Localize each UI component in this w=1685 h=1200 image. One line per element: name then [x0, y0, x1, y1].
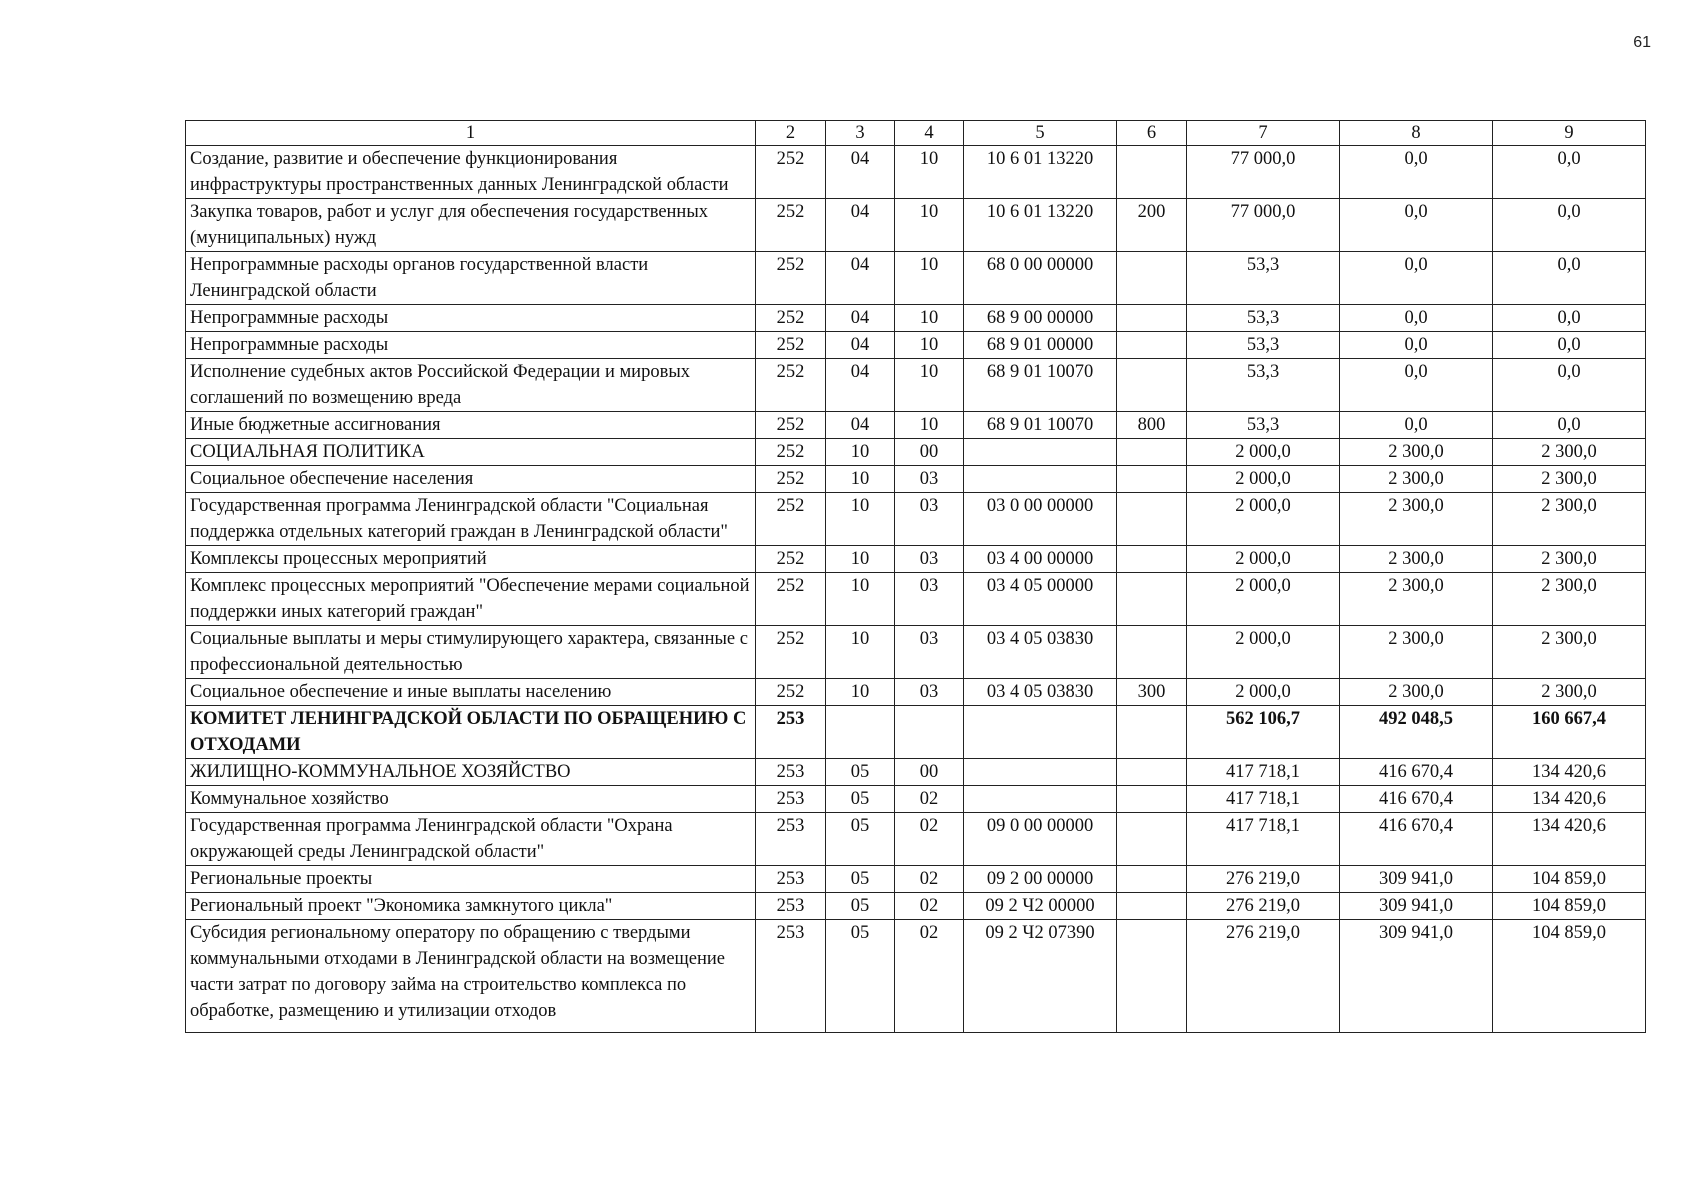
amount-year3-cell: 160 667,4 [1493, 706, 1646, 759]
amount-year1-cell: 53,3 [1187, 252, 1340, 305]
target-article-cell [964, 706, 1117, 759]
amount-year1-cell: 77 000,0 [1187, 146, 1340, 199]
amount-year2-cell: 0,0 [1340, 252, 1493, 305]
row-name-cell: Социальное обеспечение и иные выплаты населению [186, 679, 756, 706]
admin-code-cell: 252 [756, 359, 826, 412]
subsection-cell: 02 [895, 893, 964, 920]
section-cell: 04 [826, 146, 895, 199]
amount-year3-cell: 0,0 [1493, 412, 1646, 439]
admin-code-cell: 252 [756, 146, 826, 199]
section-cell: 04 [826, 412, 895, 439]
admin-code-cell: 253 [756, 786, 826, 813]
target-article-cell [964, 466, 1117, 493]
amount-year1-cell: 276 219,0 [1187, 893, 1340, 920]
expense-type-cell [1117, 546, 1187, 573]
amount-year3-cell: 104 859,0 [1493, 866, 1646, 893]
expense-type-cell [1117, 573, 1187, 626]
amount-year3-cell: 0,0 [1493, 332, 1646, 359]
expense-type-cell [1117, 813, 1187, 866]
table-row [186, 706, 1646, 759]
admin-code-cell: 252 [756, 305, 826, 332]
admin-code-cell: 252 [756, 412, 826, 439]
admin-code-cell: 252 [756, 439, 826, 466]
row-name-cell: Социальное обеспечение населения [186, 466, 756, 493]
amount-year1-cell: 417 718,1 [1187, 813, 1340, 866]
row-name-cell: ЖИЛИЩНО-КОММУНАЛЬНОЕ ХОЗЯЙСТВО [186, 759, 756, 786]
target-article-cell: 68 9 01 10070 [964, 412, 1117, 439]
section-cell: 04 [826, 252, 895, 305]
amount-year3-cell: 134 420,6 [1493, 786, 1646, 813]
table-row [186, 893, 1646, 920]
table-row [186, 332, 1646, 359]
expense-type-cell [1117, 439, 1187, 466]
section-cell: 10 [826, 573, 895, 626]
amount-year1-cell: 417 718,1 [1187, 759, 1340, 786]
target-article-cell: 09 2 00 00000 [964, 866, 1117, 893]
target-article-cell: 68 9 01 00000 [964, 332, 1117, 359]
target-article-cell [964, 759, 1117, 786]
expense-type-cell [1117, 332, 1187, 359]
expense-type-cell [1117, 759, 1187, 786]
table-row [186, 199, 1646, 252]
admin-code-cell: 253 [756, 706, 826, 759]
amount-year3-cell: 134 420,6 [1493, 759, 1646, 786]
row-name-cell: Исполнение судебных актов Российской Федерации и мировых соглашений по возмещению вреда [186, 359, 756, 412]
table-row [186, 573, 1646, 626]
section-cell [826, 706, 895, 759]
amount-year1-cell: 562 106,7 [1187, 706, 1340, 759]
table-row [186, 679, 1646, 706]
section-cell: 04 [826, 332, 895, 359]
target-article-cell: 09 2 Ч2 00000 [964, 893, 1117, 920]
amount-year2-cell: 2 300,0 [1340, 493, 1493, 546]
amount-year1-cell: 2 000,0 [1187, 466, 1340, 493]
expense-type-cell [1117, 359, 1187, 412]
column-header-3: 3 [826, 121, 895, 146]
amount-year2-cell: 0,0 [1340, 146, 1493, 199]
amount-year1-cell: 2 000,0 [1187, 439, 1340, 466]
row-name-cell: СОЦИАЛЬНАЯ ПОЛИТИКА [186, 439, 756, 466]
section-cell: 05 [826, 920, 895, 1033]
column-header-7: 7 [1187, 121, 1340, 146]
amount-year1-cell: 2 000,0 [1187, 626, 1340, 679]
section-cell: 10 [826, 466, 895, 493]
row-name-cell: КОМИТЕТ ЛЕНИНГРАДСКОЙ ОБЛАСТИ ПО ОБРАЩЕНИЮ С ОТХОДАМИ [186, 706, 756, 759]
budget-table-container [185, 120, 1635, 1033]
amount-year2-cell: 309 941,0 [1340, 893, 1493, 920]
column-header-8: 8 [1340, 121, 1493, 146]
target-article-cell [964, 786, 1117, 813]
subsection-cell: 10 [895, 305, 964, 332]
target-article-cell: 68 9 00 00000 [964, 305, 1117, 332]
target-article-cell: 68 0 00 00000 [964, 252, 1117, 305]
target-article-cell: 09 2 Ч2 07390 [964, 920, 1117, 1033]
row-name-cell: Создание, развитие и обеспечение функционирования инфраструктуры пространственных данных Ленинградской области [186, 146, 756, 199]
subsection-cell: 03 [895, 493, 964, 546]
section-cell: 10 [826, 626, 895, 679]
subsection-cell: 10 [895, 199, 964, 252]
expense-type-cell: 200 [1117, 199, 1187, 252]
subsection-cell: 02 [895, 813, 964, 866]
amount-year1-cell: 53,3 [1187, 305, 1340, 332]
expense-type-cell [1117, 866, 1187, 893]
amount-year2-cell: 0,0 [1340, 305, 1493, 332]
column-header-9: 9 [1493, 121, 1646, 146]
subsection-cell: 10 [895, 252, 964, 305]
subsection-cell: 02 [895, 920, 964, 1033]
section-cell: 10 [826, 439, 895, 466]
table-body [186, 146, 1646, 1033]
amount-year1-cell: 2 000,0 [1187, 493, 1340, 546]
table-row [186, 305, 1646, 332]
admin-code-cell: 252 [756, 332, 826, 359]
expense-type-cell [1117, 252, 1187, 305]
amount-year1-cell: 53,3 [1187, 332, 1340, 359]
amount-year2-cell: 2 300,0 [1340, 439, 1493, 466]
column-header-1: 1 [186, 121, 756, 146]
table-row [186, 252, 1646, 305]
target-article-cell: 03 4 05 00000 [964, 573, 1117, 626]
table-row [186, 866, 1646, 893]
amount-year3-cell: 0,0 [1493, 305, 1646, 332]
row-name-cell: Региональный проект "Экономика замкнутого цикла" [186, 893, 756, 920]
target-article-cell: 10 6 01 13220 [964, 199, 1117, 252]
amount-year3-cell: 2 300,0 [1493, 466, 1646, 493]
section-cell: 10 [826, 546, 895, 573]
amount-year1-cell: 53,3 [1187, 359, 1340, 412]
row-name-cell: Комплексы процессных мероприятий [186, 546, 756, 573]
admin-code-cell: 252 [756, 679, 826, 706]
subsection-cell [895, 706, 964, 759]
admin-code-cell: 253 [756, 893, 826, 920]
amount-year2-cell: 416 670,4 [1340, 759, 1493, 786]
subsection-cell: 00 [895, 759, 964, 786]
row-name-cell: Региональные проекты [186, 866, 756, 893]
row-name-cell: Непрограммные расходы [186, 305, 756, 332]
row-name-cell: Субсидия региональному оператору по обращению с твердыми коммунальными отходами в Ленинградской области на возмещение части затрат по договору займа на строительство комплекса по обработке, размещению и утилизации отходов [186, 920, 756, 1033]
expense-type-cell [1117, 893, 1187, 920]
header-row [186, 121, 1646, 146]
amount-year3-cell: 2 300,0 [1493, 679, 1646, 706]
amount-year3-cell: 2 300,0 [1493, 573, 1646, 626]
amount-year2-cell: 492 048,5 [1340, 706, 1493, 759]
amount-year2-cell: 2 300,0 [1340, 573, 1493, 626]
admin-code-cell: 252 [756, 573, 826, 626]
subsection-cell: 02 [895, 786, 964, 813]
amount-year3-cell: 134 420,6 [1493, 813, 1646, 866]
admin-code-cell: 253 [756, 920, 826, 1033]
expense-type-cell: 300 [1117, 679, 1187, 706]
table-row [186, 146, 1646, 199]
table-header [186, 121, 1646, 146]
amount-year2-cell: 0,0 [1340, 199, 1493, 252]
amount-year2-cell: 0,0 [1340, 332, 1493, 359]
table-row [186, 546, 1646, 573]
row-name-cell: Государственная программа Ленинградской области "Охрана окружающей среды Ленинградской области" [186, 813, 756, 866]
admin-code-cell: 253 [756, 866, 826, 893]
page-number: 61 [1633, 34, 1651, 51]
section-cell: 04 [826, 359, 895, 412]
column-header-4: 4 [895, 121, 964, 146]
target-article-cell: 09 0 00 00000 [964, 813, 1117, 866]
table-row [186, 920, 1646, 1033]
column-header-5: 5 [964, 121, 1117, 146]
amount-year2-cell: 416 670,4 [1340, 786, 1493, 813]
section-cell: 10 [826, 679, 895, 706]
expense-type-cell [1117, 466, 1187, 493]
target-article-cell: 03 4 05 03830 [964, 679, 1117, 706]
table-row [186, 466, 1646, 493]
amount-year2-cell: 2 300,0 [1340, 546, 1493, 573]
amount-year2-cell: 309 941,0 [1340, 920, 1493, 1033]
row-name-cell: Закупка товаров, работ и услуг для обеспечения государственных (муниципальных) нужд [186, 199, 756, 252]
section-cell: 05 [826, 786, 895, 813]
table-row [186, 786, 1646, 813]
amount-year1-cell: 53,3 [1187, 412, 1340, 439]
subsection-cell: 03 [895, 679, 964, 706]
amount-year3-cell: 2 300,0 [1493, 546, 1646, 573]
row-name-cell: Государственная программа Ленинградской области "Социальная поддержка отдельных категорий граждан в Ленинградской области" [186, 493, 756, 546]
amount-year3-cell: 104 859,0 [1493, 920, 1646, 1033]
target-article-cell: 10 6 01 13220 [964, 146, 1117, 199]
row-name-cell: Непрограммные расходы органов государственной власти Ленинградской области [186, 252, 756, 305]
table-row [186, 493, 1646, 546]
amount-year3-cell: 0,0 [1493, 252, 1646, 305]
row-name-cell: Иные бюджетные ассигнования [186, 412, 756, 439]
column-header-6: 6 [1117, 121, 1187, 146]
subsection-cell: 03 [895, 626, 964, 679]
amount-year2-cell: 0,0 [1340, 412, 1493, 439]
amount-year1-cell: 2 000,0 [1187, 546, 1340, 573]
amount-year1-cell: 276 219,0 [1187, 920, 1340, 1033]
subsection-cell: 10 [895, 412, 964, 439]
section-cell: 05 [826, 813, 895, 866]
expense-type-cell [1117, 626, 1187, 679]
amount-year3-cell: 104 859,0 [1493, 893, 1646, 920]
table-row [186, 359, 1646, 412]
admin-code-cell: 252 [756, 466, 826, 493]
section-cell: 05 [826, 759, 895, 786]
expense-type-cell [1117, 493, 1187, 546]
admin-code-cell: 252 [756, 546, 826, 573]
subsection-cell: 10 [895, 146, 964, 199]
expense-type-cell [1117, 146, 1187, 199]
admin-code-cell: 252 [756, 626, 826, 679]
amount-year3-cell: 0,0 [1493, 146, 1646, 199]
target-article-cell: 03 4 05 03830 [964, 626, 1117, 679]
admin-code-cell: 253 [756, 759, 826, 786]
subsection-cell: 00 [895, 439, 964, 466]
target-article-cell: 03 4 00 00000 [964, 546, 1117, 573]
subsection-cell: 10 [895, 332, 964, 359]
amount-year3-cell: 2 300,0 [1493, 493, 1646, 546]
table-row [186, 412, 1646, 439]
subsection-cell: 10 [895, 359, 964, 412]
amount-year2-cell: 2 300,0 [1340, 466, 1493, 493]
amount-year2-cell: 2 300,0 [1340, 626, 1493, 679]
subsection-cell: 03 [895, 546, 964, 573]
expense-type-cell: 800 [1117, 412, 1187, 439]
amount-year2-cell: 0,0 [1340, 359, 1493, 412]
amount-year1-cell: 2 000,0 [1187, 573, 1340, 626]
expense-type-cell [1117, 305, 1187, 332]
target-article-cell [964, 439, 1117, 466]
row-name-cell: Непрограммные расходы [186, 332, 756, 359]
row-name-cell: Комплекс процессных мероприятий "Обеспечение мерами социальной поддержки иных категорий граждан" [186, 573, 756, 626]
amount-year2-cell: 2 300,0 [1340, 679, 1493, 706]
amount-year1-cell: 77 000,0 [1187, 199, 1340, 252]
subsection-cell: 03 [895, 573, 964, 626]
table-row [186, 813, 1646, 866]
row-name-cell: Коммунальное хозяйство [186, 786, 756, 813]
expense-type-cell [1117, 920, 1187, 1033]
amount-year3-cell: 2 300,0 [1493, 626, 1646, 679]
expense-type-cell [1117, 706, 1187, 759]
table-row [186, 439, 1646, 466]
admin-code-cell: 252 [756, 199, 826, 252]
admin-code-cell: 253 [756, 813, 826, 866]
amount-year3-cell: 2 300,0 [1493, 439, 1646, 466]
subsection-cell: 02 [895, 866, 964, 893]
expense-type-cell [1117, 786, 1187, 813]
column-header-2: 2 [756, 121, 826, 146]
amount-year3-cell: 0,0 [1493, 359, 1646, 412]
section-cell: 05 [826, 866, 895, 893]
admin-code-cell: 252 [756, 493, 826, 546]
section-cell: 05 [826, 893, 895, 920]
admin-code-cell: 252 [756, 252, 826, 305]
amount-year1-cell: 417 718,1 [1187, 786, 1340, 813]
amount-year1-cell: 276 219,0 [1187, 866, 1340, 893]
target-article-cell: 03 0 00 00000 [964, 493, 1117, 546]
subsection-cell: 03 [895, 466, 964, 493]
target-article-cell: 68 9 01 10070 [964, 359, 1117, 412]
row-name-cell: Социальные выплаты и меры стимулирующего характера, связанные с профессиональной деятельностью [186, 626, 756, 679]
budget-table [185, 120, 1646, 1033]
section-cell: 04 [826, 305, 895, 332]
amount-year2-cell: 416 670,4 [1340, 813, 1493, 866]
section-cell: 04 [826, 199, 895, 252]
amount-year1-cell: 2 000,0 [1187, 679, 1340, 706]
table-row [186, 626, 1646, 679]
section-cell: 10 [826, 493, 895, 546]
table-row [186, 759, 1646, 786]
amount-year2-cell: 309 941,0 [1340, 866, 1493, 893]
amount-year3-cell: 0,0 [1493, 199, 1646, 252]
